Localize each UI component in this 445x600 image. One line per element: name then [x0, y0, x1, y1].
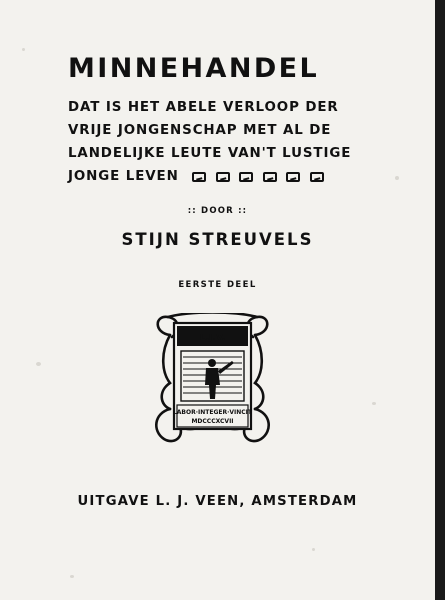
paper-speck — [70, 575, 74, 578]
ornament-icon — [263, 172, 277, 182]
publisher-imprint: UITGAVE L. J. VEEN, AMSTERDAM — [77, 494, 358, 509]
printer-device-emblem — [150, 313, 275, 448]
book-subtitle — [68, 96, 368, 190]
year-text: MDCCCXCVII — [191, 418, 234, 425]
ornament-icon — [239, 172, 253, 182]
volume-label: EERSTE DEEL — [178, 280, 257, 290]
subtitle-line: DAT IS HET ABELE VERLOOP DER — [68, 100, 339, 115]
subtitle-line: JONGE LEVEN — [68, 169, 179, 184]
subtitle-line: LANDELIJKE LEUTE VAN'T LUSTIGE — [68, 146, 352, 161]
paper-speck — [312, 548, 315, 551]
ornament-icon — [192, 172, 206, 182]
subtitle-line: VRIJE JONGENSCHAP MET AL DE — [68, 123, 332, 138]
paper-speck — [395, 176, 399, 180]
monogram-text: L.J.V. — [199, 333, 226, 343]
subtitle-last-line — [68, 165, 368, 190]
ornament-row — [192, 167, 328, 190]
author-name: STIJN STREUVELS — [121, 230, 314, 249]
by-label: :: DOOR :: — [187, 206, 248, 216]
book-title: MINNEHANDEL — [68, 53, 320, 84]
ornament-icon — [286, 172, 300, 182]
ornament-icon — [310, 172, 324, 182]
ornament-icon — [216, 172, 230, 182]
motto-text: LABOR·INTEGER·VINCIT — [172, 409, 253, 416]
paper-speck — [372, 402, 376, 405]
paper-speck — [36, 362, 41, 366]
paper-speck — [22, 48, 25, 51]
